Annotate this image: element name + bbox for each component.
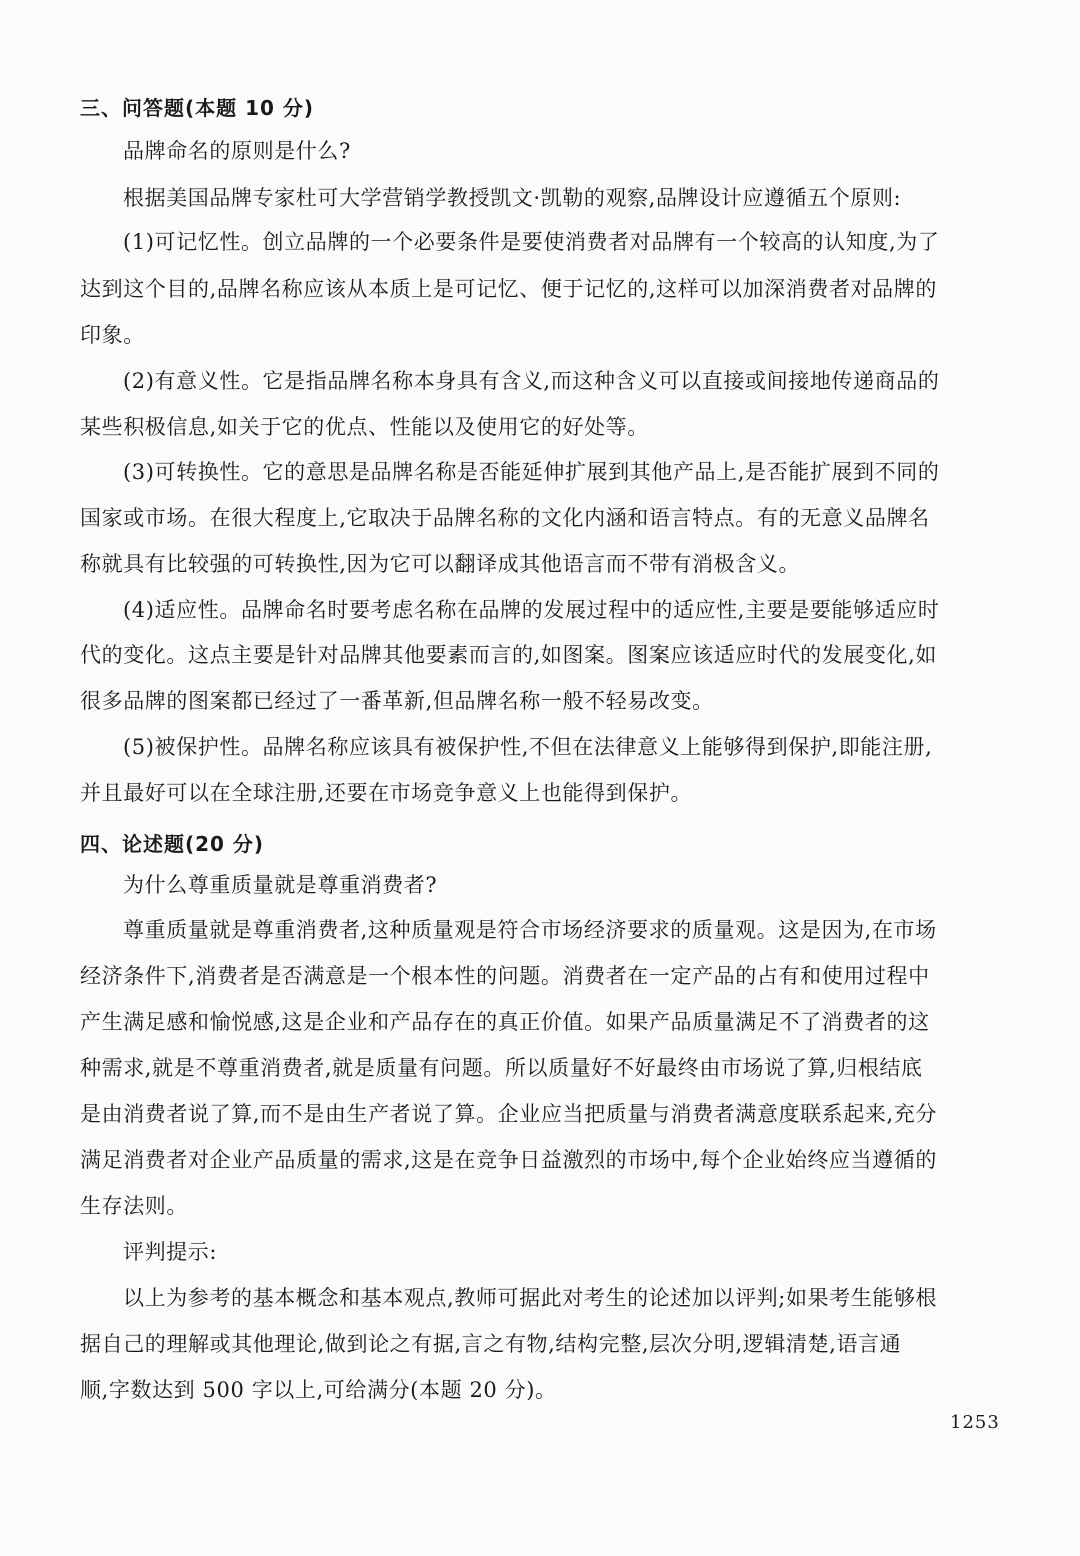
paragraph-line: (2)有意义性。它是指品牌名称本身具有含义,而这种含义可以直接或间接地传递商品的 (123, 369, 940, 393)
paragraph-line: 经济条件下,消费者是否满意是一个根本性的问题。消费者在一定产品的占有和使用过程中 (80, 964, 930, 988)
paragraph-line: 顺,字数达到 500 字以上,可给满分(本题 20 分)。 (80, 1378, 557, 1402)
paragraph-line: (5)被保护性。品牌名称应该具有被保护性,不但在法律意义上能够得到保护,即能注册, (123, 735, 933, 759)
paragraph-line: 是由消费者说了算,而不是由生产者说了算。企业应当把质量与消费者满意度联系起来,充分 (80, 1102, 937, 1126)
paragraph-line: 国家或市场。在很大程度上,它取决于品牌名称的文化内涵和语言特点。有的无意义品牌名 (80, 506, 930, 530)
section-3-heading: 三、问答题(本题 10 分) (80, 96, 315, 120)
paragraph-line: 种需求,就是不尊重消费者,就是质量有问题。所以质量好不好最终由市场说了算,归根结底 (80, 1056, 923, 1080)
paragraph-line: 尊重质量就是尊重消费者,这种质量观是符合市场经济要求的质量观。这是因为,在市场 (123, 918, 937, 942)
paragraph-line: 某些积极信息,如关于它的优点、性能以及使用它的好处等。 (80, 415, 649, 439)
paragraph-line: 满足消费者对企业产品质量的需求,这是在竞争日益激烈的市场中,每个企业始终应当遵循的 (80, 1148, 937, 1172)
paragraph-line: 产生满足感和愉悦感,这是企业和产品存在的真正价值。如果产品质量满足不了消费者的这 (80, 1010, 930, 1034)
paragraph-line: 称就具有比较强的可转换性,因为它可以翻译成其他语言而不带有消极含义。 (80, 552, 801, 576)
paragraph-line: 以上为参考的基本概念和基本观点,教师可据此对考生的论述加以评判;如果考生能够根 (123, 1286, 938, 1310)
grading-hint-label: 评判提示: (123, 1240, 218, 1264)
section-4-heading: 四、论述题(20 分) (80, 832, 265, 856)
paragraph-line: 达到这个目的,品牌名称应该从本质上是可记忆、便于记忆的,这样可以加深消费者对品牌的 (80, 277, 937, 301)
section-4-question: 为什么尊重质量就是尊重消费者? (123, 873, 438, 897)
paragraph-line: (4)适应性。品牌命名时要考虑名称在品牌的发展过程中的适应性,主要是要能够适应时 (123, 598, 940, 622)
section-3-question: 品牌命名的原则是什么? (123, 139, 351, 163)
paragraph-line: 据自己的理解或其他理论,做到论之有据,言之有物,结构完整,层次分明,逻辑清楚,语言通 (80, 1332, 902, 1356)
paragraph-line: 并且最好可以在全球注册,还要在市场竞争意义上也能得到保护。 (80, 781, 693, 805)
paragraph-line: (3)可转换性。它的意思是品牌名称是否能延伸扩展到其他产品上,是否能扩展到不同的 (123, 460, 940, 484)
paragraph-line: 生存法则。 (80, 1194, 188, 1218)
paragraph-line: (1)可记忆性。创立品牌的一个必要条件是要使消费者对品牌有一个较高的认知度,为了 (123, 230, 940, 254)
paragraph-line: 很多品牌的图案都已经过了一番革新,但品牌名称一般不轻易改变。 (80, 689, 714, 713)
page-number: 1253 (950, 1412, 1000, 1433)
paragraph-line: 印象。 (80, 323, 145, 347)
paragraph-line: 代的变化。这点主要是针对品牌其他要素而言的,如图案。图案应该适应时代的发展变化,如 (80, 643, 937, 667)
paragraph-line: 根据美国品牌专家杜可大学营销学教授凯文·凯勒的观察,品牌设计应遵循五个原则: (123, 186, 902, 210)
